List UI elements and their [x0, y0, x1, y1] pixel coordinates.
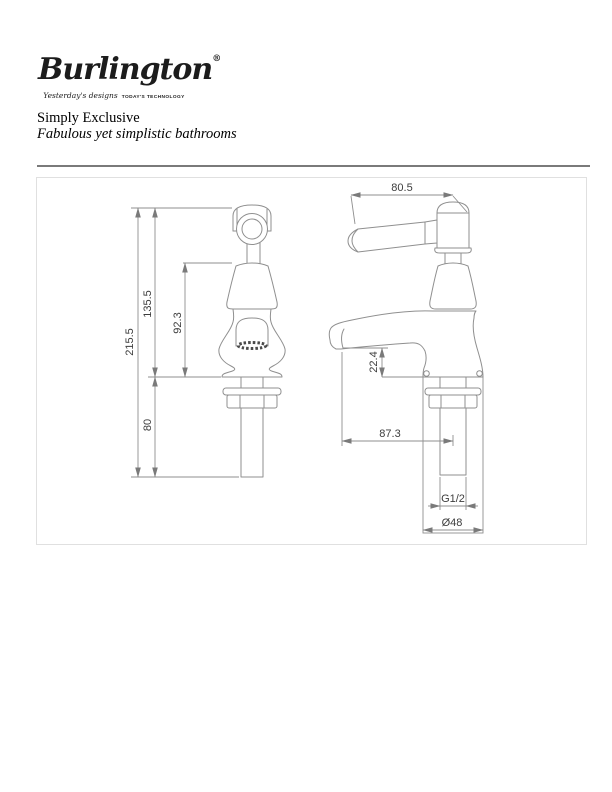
front-tail-pipe: [241, 408, 263, 477]
front-lever-end-outer: [237, 214, 268, 245]
front-view: [219, 205, 285, 477]
dim-height-above-deck: 135.5: [142, 290, 154, 318]
tagline-caps: TODAY'S TECHNOLOGY: [121, 95, 185, 100]
side-body-upper-bell: [430, 263, 477, 309]
page-title: Simply Exclusive: [37, 110, 140, 126]
dim-body-height: 92.3: [172, 312, 184, 334]
registered-mark: ®: [212, 54, 222, 64]
front-washer: [223, 388, 281, 395]
side-lever-connector: [425, 220, 437, 244]
brand-name: Burlington: [38, 52, 213, 87]
dim-below-deck: 80: [142, 418, 154, 432]
side-base-screw-right: [477, 371, 483, 377]
dim-handle-reach: 80.5: [391, 182, 413, 194]
front-shank: [241, 377, 263, 388]
dim-spout-reach: 87.3: [379, 428, 401, 440]
side-body-and-spout: [329, 311, 483, 377]
dim-spout-height: 22.4: [368, 351, 380, 373]
side-lever: [348, 222, 425, 252]
dim-base-diameter: Ø48: [441, 517, 463, 529]
side-backnut: [429, 395, 477, 408]
tagline-script: Yesterday's designs: [43, 91, 118, 100]
side-housing-base-ring: [435, 248, 472, 253]
side-washer: [425, 388, 481, 395]
page-subtitle: Fabulous yet simplistic bathrooms: [37, 126, 237, 142]
front-body-upper-bell: [227, 263, 278, 309]
front-backnut: [227, 395, 277, 408]
side-stem: [445, 253, 461, 264]
side-view: [329, 202, 483, 533]
dim-overall-height: 215.5: [124, 328, 136, 356]
side-base-screw-left: [424, 371, 430, 377]
dim-inlet-thread: G1/2: [441, 493, 465, 505]
spout-height-extension-lines: [343, 348, 423, 377]
side-shank: [440, 377, 466, 388]
front-body-lower-vase: [219, 309, 285, 377]
